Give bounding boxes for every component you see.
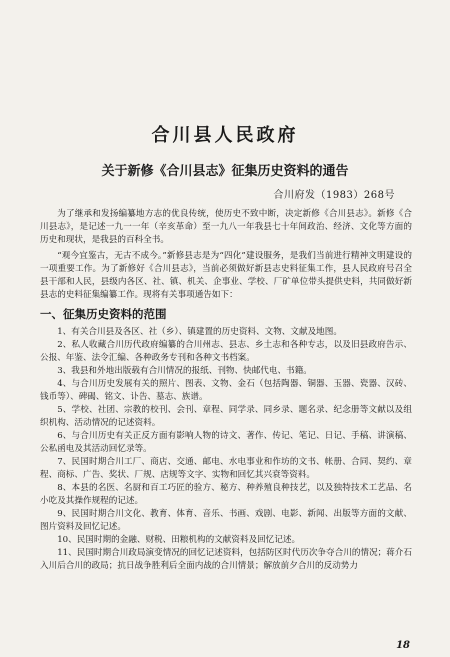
list-item: 5、学校、社团、宗教的校刊、会刊、章程、同学录、同乡录、题名录、纪念册等文献以及组织机构、活动情况的记述资料。 [40, 405, 412, 428]
document-number: 合川府发（1983）268号 [273, 190, 395, 201]
list-item: 2、私人收藏合川历代政府编纂的合川州志、县志、乡土志和各种专志，以及旧县政府告示、公报、年鉴、法令汇编、各种政务专刊和各种文书档案。 [40, 340, 412, 363]
list-item: 7、民国时期合川工厂、商店、交通、邮电、水电事业和作坊的文书、帐册、合同、契约、章程、商标、广告、奖状、厂规、店规等文字、实物和回忆其兴衰等资料。 [40, 457, 412, 480]
list-item: 4、与合川历史发展有关的照片、图表、文物、金石（包括陶器、铜器、玉器、瓷器、汉砖、钱币等）、碑碣、铭文、讣告、墓志、族谱。 [40, 379, 412, 402]
list-item: 1、有关合川县及各区、社（乡）、镇建置的历史资料、文物、文献及地图。 [57, 327, 342, 337]
page-number: 18 [396, 640, 410, 651]
list-item: 3、我县和外地出版载有合川情况的报纸、刊物、快邮代电、书籍。 [57, 366, 312, 376]
list-item: 10、民国时期的金融、财税、田粮机构的文献资料及回忆记述。 [57, 535, 301, 545]
intro-paragraph: 为了继承和发扬编纂地方志的优良传统，使历史不致中断，决定新修《合川县志》。新修《合川县志》，是记述一九一一年（辛亥革命）至一九八一年我县七十年间政治、经济、文化等方面的历史和现状，是我县的百科全书。 [40, 209, 412, 245]
list-item: 9、民国时期合川文化、教育、体育、音乐、书画、戏剧、电影、新闻、出版等方面的文献、图片资料及回忆记述。 [40, 509, 412, 532]
list-item: 6、与合川历史有关正反方面有影响人物的诗文、著作、传记、笔记、日记、手稿、讲演稿、公私函电及其活动回忆录等。 [40, 431, 412, 454]
section-heading: 一、征集历史资料的范围 [40, 307, 167, 321]
document-body [40, 208, 412, 573]
document-title: 合川县人民政府 [151, 125, 299, 146]
list-item: 8、本县的名医、名厨和百工巧匠的验方、秘方、种养殖良种技艺，以及独特技术工艺品、名小吃及其操作规程的记述。 [40, 483, 412, 506]
intro-paragraph: “观今宜鉴古，无古不成今。”新修县志是为“四化”建设服务，是我们当前进行精神文明建设的一项重要工作。为了新修好《合川县志》，当前必须做好新县志史料征集工作，县人民政府号召全县干部和人民，县级内各区、社、镇、机关、企事业、学校、厂矿单位带头提供史料，共同做好新县志的史料征集编纂工作。现将有关事项通告如下： [40, 251, 412, 300]
document-subtitle: 关于新修《合川县志》征集历史资料的通告 [101, 164, 349, 179]
list-item: 11、民国时期合川政局演变情况的回忆记述资料，包括防区时代历次争夺合川的情况；蒋介石入川后合川的政局；抗日战争胜利后全面内战的合川情景；解放前夕合川的反动势力 [40, 548, 412, 571]
